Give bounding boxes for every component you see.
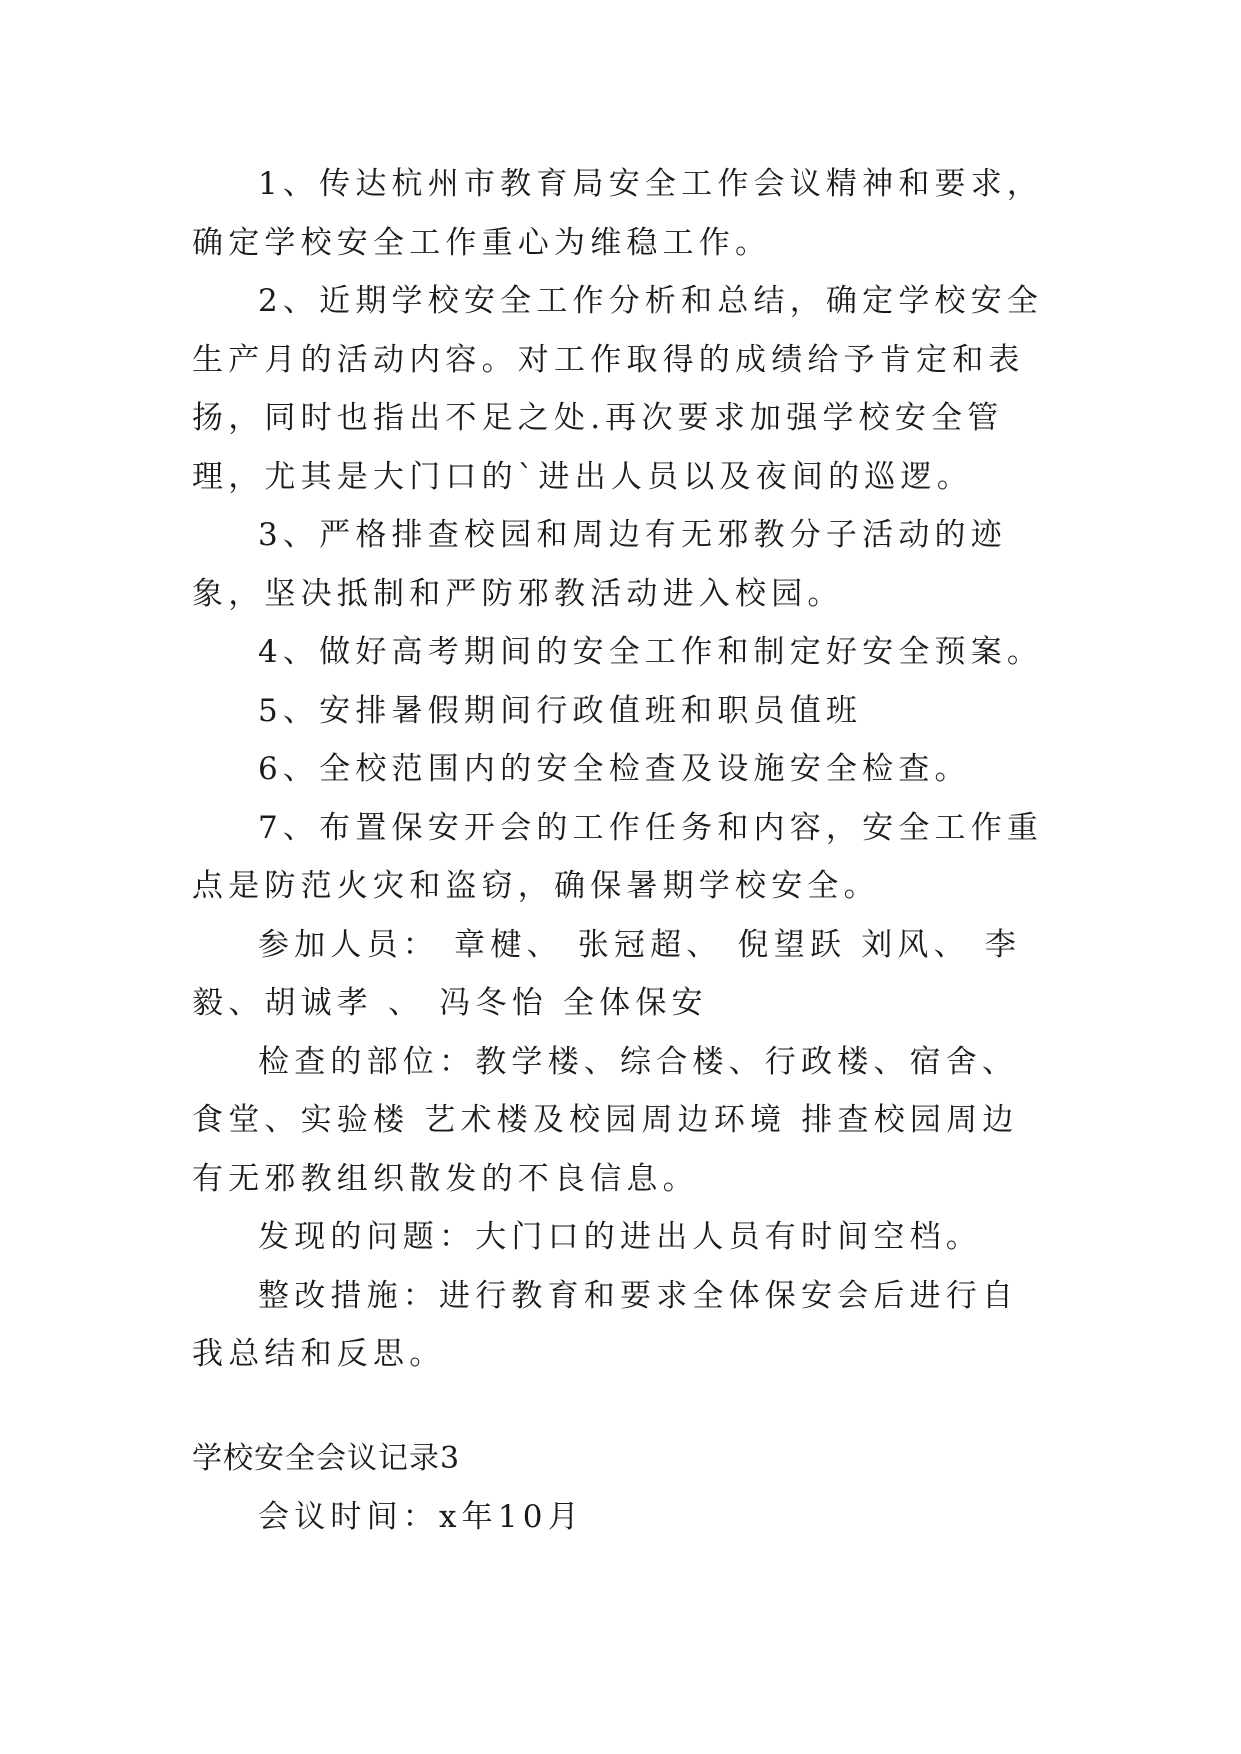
- participants-paragraph: 参加人员： 章楗、 张冠超、 倪望跃 刘风、 李毅、胡诚孝 、 冯冬怡 全体保安: [192, 926, 1022, 1021]
- inspection-areas-paragraph: 检查的部位：教学楼、综合楼、行政楼、宿舍、食堂、实验楼 艺术楼及校园周边环境 排查校园周边有无邪教组织散发的不良信息。: [192, 1043, 1019, 1197]
- paragraph-item-4: 4、做好高考期间的安全工作和制定好安全预案。: [258, 634, 1044, 670]
- paragraph-item-5: 5、安排暑假期间行政值班和职员值班: [258, 692, 863, 729]
- section-title: 学校安全会议记录3: [192, 1440, 461, 1476]
- meeting-time: 会议时间：x年10月: [258, 1499, 584, 1535]
- document-body: [192, 155, 1052, 1547]
- paragraph-item-3: 3、严格排查校园和周边有无邪教分子活动的迹象，坚决抵制和严防邪教活动进入校园。: [192, 517, 1007, 612]
- paragraph-item-1: 1、传达杭州市教育局安全工作会议精神和要求，确定学校安全工作重心为维稳工作。: [192, 166, 1044, 261]
- issues-found-paragraph: 发现的问题：大门口的进出人员有时间空档。: [258, 1219, 982, 1255]
- corrective-measures-paragraph: 整改措施：进行教育和要求全体保安会后进行自我总结和反思。: [192, 1277, 1019, 1372]
- paragraph-item-6: 6、全校范围内的安全检查及设施安全检查。: [258, 751, 971, 787]
- paragraph-item-7: 7、布置保安开会的工作任务和内容，安全工作重点是防范火灾和盗窃，确保暑期学校安全。: [192, 809, 1044, 904]
- paragraph-item-2: 2、近期学校安全工作分析和总结，确定学校安全生产月的活动内容。对工作取得的成绩给予肯定和表扬，同时也指出不足之处.再次要求加强学校安全管理，尤其是大门口的`进出人员以及夜间的巡逻。: [192, 283, 1044, 495]
